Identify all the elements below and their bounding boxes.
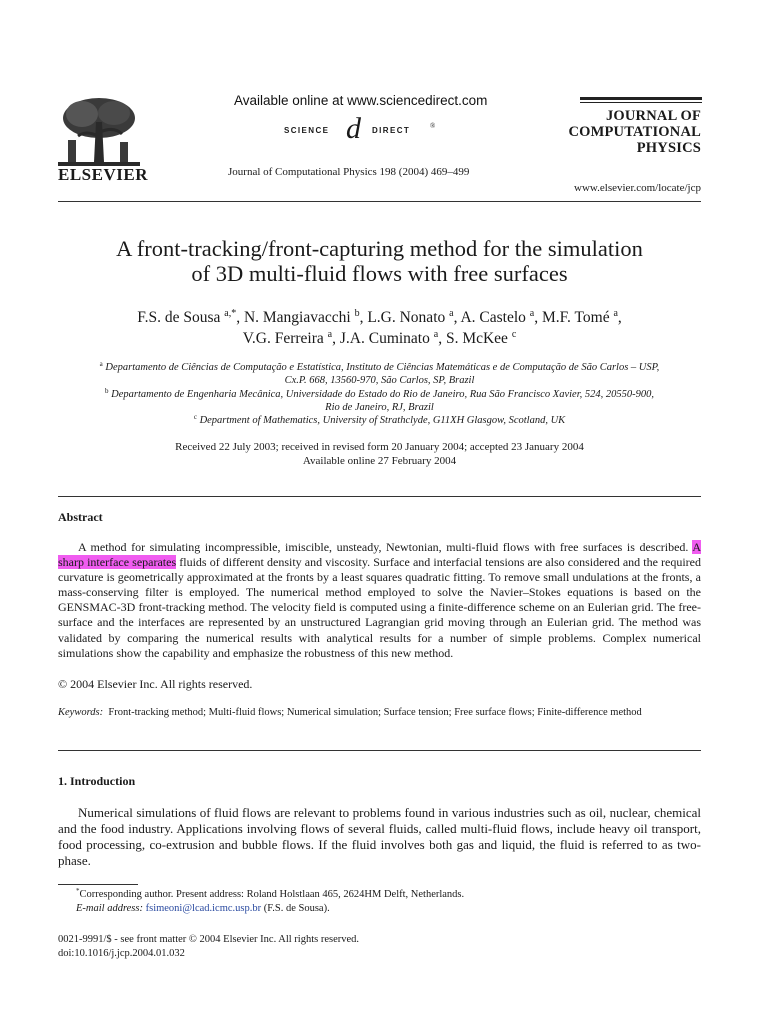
author-affil-mark: a — [327, 329, 333, 340]
author-line — [58, 307, 701, 328]
keywords — [58, 706, 701, 720]
author-separator: , — [438, 330, 446, 347]
journal-reference: Journal of Computational Physics 198 (2004) 469–499 — [228, 166, 470, 178]
author-separator: , — [332, 330, 340, 347]
journal-title-line: JOURNAL OF — [605, 108, 701, 124]
author-affil-mark: a — [449, 308, 454, 319]
journal-title — [560, 108, 701, 156]
email-note — [58, 902, 701, 916]
title-line: A front-tracking/front-capturing method for the simulation — [116, 236, 643, 261]
author-affil-mark: a — [433, 329, 439, 340]
journal-title-rule-thin — [580, 102, 702, 103]
author-name: M.F. Tomé — [542, 309, 614, 326]
author-name: L.G. Nonato — [367, 309, 450, 326]
affil-text: Departamento de Ciências de Computação e Estatística, Instituto de Ciências Matemáticas e de Computação de São Carlos – USP, — [105, 362, 660, 373]
article-history — [58, 440, 701, 468]
affiliation-a — [58, 361, 701, 374]
tree-icon — [58, 96, 140, 168]
abstract-top-divider — [58, 496, 701, 497]
footnote-rule — [58, 884, 138, 885]
affil-text: Departamento de Engenharia Mecânica, Universidade do Estado do Rio de Janeiro, Rua São Francisco Xavier, 524, 20550-900, — [111, 388, 654, 400]
doi-line[interactable]: doi:10.1016/j.jcp.2004.01.032 — [58, 948, 185, 959]
article-title — [58, 236, 701, 286]
affiliation-c — [58, 414, 701, 427]
affiliation-b — [58, 388, 701, 401]
affil-mark: b — [104, 386, 109, 395]
journal-title-line: PHYSICS — [636, 140, 701, 156]
author-separator: , — [453, 309, 461, 326]
author-affil-mark: b — [354, 308, 360, 319]
title-line: of 3D multi-fluid flows with free surfaces — [191, 261, 568, 286]
abstract-body — [58, 540, 701, 661]
direct-word: DIRECT — [372, 126, 411, 135]
intro-paragraph: Numerical simulations of fluid flows are relevant to problems found in various industries such as oil, nuclear, chemical and the food industry. Applications involving flows of several fluids, called multi-fluid flows, include heavy oil transport, food processing, co-extrusion and bubble flows. If the fluid involves both gas and liquid, the fluid is referred to as two-phase. — [58, 805, 701, 868]
author-name: F.S. de Sousa — [137, 309, 225, 326]
available-online-text: Available online at www.sciencedirect.com — [234, 93, 488, 108]
publisher-name: ELSEVIER — [58, 165, 148, 184]
affiliations — [58, 361, 701, 427]
author-name: S. McKee — [445, 330, 512, 347]
journal-title-line: COMPUTATIONAL — [568, 124, 701, 140]
email-suffix: (F.S. de Sousa). — [261, 903, 330, 914]
keywords-label: Keywords: — [58, 707, 104, 718]
footnote-text: Corresponding author. Present address: Roland Holstlaan 465, 2624HM Delft, Netherlands. — [79, 889, 465, 900]
journal-url[interactable]: www.elsevier.com/locate/jcp — [574, 182, 701, 194]
abstract-copyright: © 2004 Elsevier Inc. All rights reserved. — [58, 677, 253, 691]
available-date: Available online 27 February 2004 — [302, 455, 457, 467]
email-link[interactable]: fsimeoni@lcad.icmc.usp.br — [145, 903, 262, 914]
affil-text: Cx.P. 668, 13560-970, São Carlos, SP, Brazil — [284, 375, 475, 387]
corresponding-note — [58, 888, 701, 902]
abstract-text: A method for simulating incompressible, imiscible, unsteady, Newtonian, multi-fluid flows with free surfaces is described. — [78, 540, 693, 554]
abstract-bottom-divider — [58, 750, 701, 751]
footnote — [58, 888, 701, 916]
highlighted-text[interactable]: A sharp interface separates — [58, 540, 701, 570]
author-name: V.G. Ferreira — [242, 330, 328, 347]
author-affil-mark: a — [613, 308, 618, 319]
affil-text: Department of Mathematics, University of Strathclyde, G11XH Glasgow, Scotland, UK — [199, 415, 566, 427]
author-name: J.A. Cuminato — [339, 330, 434, 347]
affil-text: Rio de Janeiro, RJ, Brazil — [325, 401, 434, 413]
science-word: SCIENCE — [284, 126, 330, 135]
author-list — [58, 307, 701, 349]
author-separator: , — [359, 309, 368, 326]
author-separator: , — [236, 309, 244, 326]
abstract-heading: Abstract — [58, 510, 103, 524]
affil-mark: c — [193, 413, 197, 422]
author-separator: , — [534, 309, 542, 326]
section-heading: 1. Introduction — [58, 774, 136, 788]
abstract-paragraph — [58, 540, 701, 661]
keywords-list: Front-tracking method; Multi-fluid flows; Numerical simulation; Surface tension; Free surface flows; Finite-difference method — [108, 707, 642, 718]
page-footer — [58, 933, 359, 961]
author-affil-mark: a — [529, 308, 535, 319]
author-name: N. Mangiavacchi — [243, 309, 355, 326]
issn-line: 0021-9991/$ - see front matter © 2004 Elsevier Inc. All rights reserved. — [58, 934, 360, 945]
author-line — [58, 328, 701, 349]
author-affil-mark: a,* — [224, 308, 237, 319]
affil-mark: a — [99, 360, 103, 368]
footnote-mark: * — [76, 887, 80, 895]
author-affil-mark: c — [511, 329, 517, 340]
received-dates: Received 22 July 2003; received in revised form 20 January 2004; accepted 23 January 2004 — [175, 441, 584, 453]
header-divider — [58, 201, 701, 202]
author-name: A. Castelo — [460, 309, 530, 326]
intro-body — [58, 805, 701, 869]
email-label: E-mail address: — [76, 903, 143, 914]
sciencedirect-logo — [284, 114, 444, 148]
registered-mark: ® — [430, 122, 436, 130]
author-separator: , — [617, 309, 622, 326]
journal-title-rule — [580, 97, 702, 100]
sciencedirect-d-icon: d — [346, 112, 361, 145]
abstract-text: fluids of different density and viscosity. Surface and interfacial tensions are also considered and the required curvature is geometrically approximated at the fronts by a least squares quadratic fitting. To remove small undulations at the fronts, a mass-conserving filter is employed. The numerical method employed to solve the Navier–Stokes equations is based on the GENSMAC-3D front-tracking method. The velocity field is computed using a finite-difference scheme on an Eulerian grid. The free-surface and the interfaces are represented by an unstructured Lagrangian grid moving through an Eulerian grid. The method was validated by comparing the numerical results with analytical results for a number of simple problems. Complex numerical simulations show the capability and emphasize the robustness of this new method. — [58, 555, 701, 660]
